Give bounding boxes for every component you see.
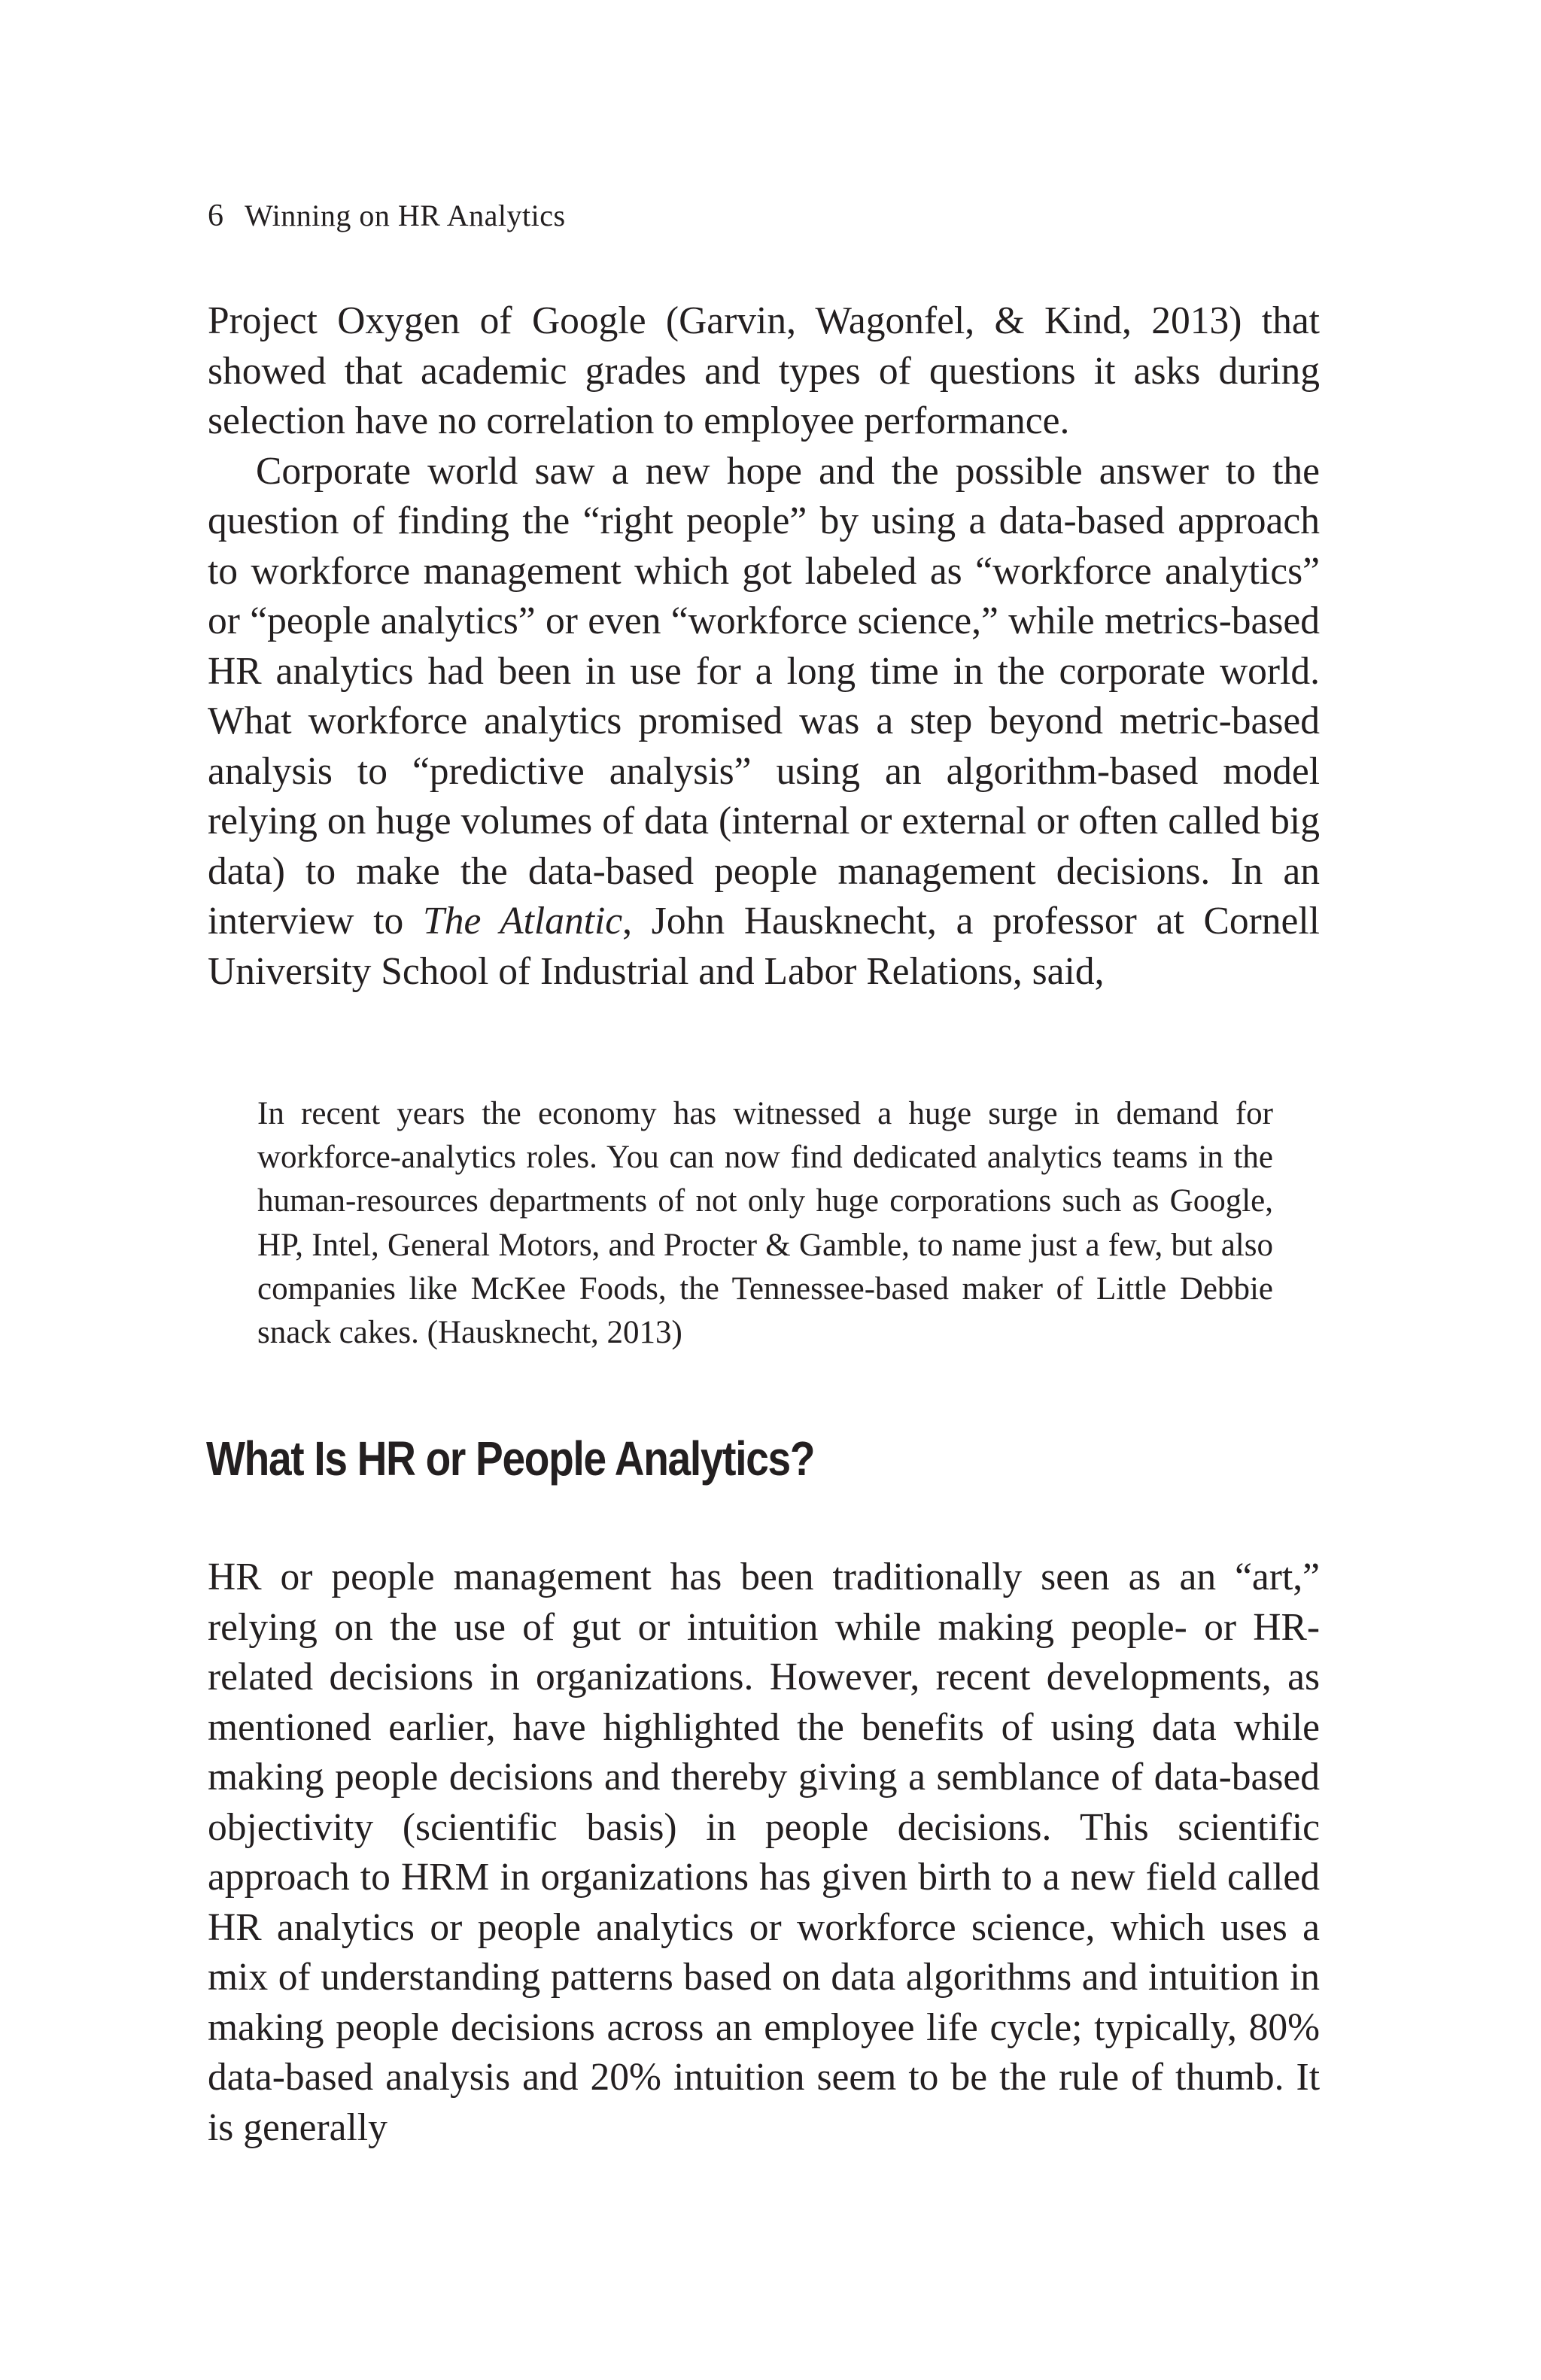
body-text-lower [208,1553,1320,2153]
running-head [208,200,566,232]
paragraph-2 [208,447,1320,997]
publication-title: The Atlantic [423,900,623,943]
section-heading: What Is HR or People Analytics? [206,1431,815,1486]
body-text-upper [208,296,1320,997]
paragraph-3: HR or people management has been traditionally seen as an “art,” relying on the use of gut or intuition while making people- or HR-related decisions in organizations. However, recent developments, as mentioned earlier, have highlighted the benefits of using data while making people decisions and thereby giving a semblance of data-based objectivity (scientific basis) in people decisions. This scientific approach to HRM in organizations has given birth to a new field called HR analytics or people analytics or workforce science, which uses a mix of understanding patterns based on data algorithms and intuition in making people decisions across an employee life cycle; typically, 80% data-based analysis and 20% intuition seem to be the rule of thumb. It is generally [208,1556,1320,2149]
page-number: 6 [208,199,223,233]
paragraph-1: Project Oxygen of Google (Garvin, Wagonfel, & Kind, 2013) that showed that academic grades and types of questions it asks during selection have no correlation to employee performance. [208,299,1320,442]
running-head-title: Winning on HR Analytics [245,199,566,232]
block-quote: In recent years the economy has witnessed a huge surge in demand for workforce-analytics roles. You can now find dedicated analytics teams in the human-resources departments of not only huge corporations such as Google, HP, Intel, General Motors, and Procter & Gamble, to name just a few, but also companies like McKee Foods, the Tennessee-based maker of Little Debbie snack cakes. (Hausknecht, 2013) [257,1096,1273,1351]
paragraph-2-text-end: , John Hausknecht, a professor at Cornell University School of Industrial and Labor Relations, said, [208,900,1320,993]
paragraph-2-text-start: Corporate world saw a new hope and the possible answer to the question of finding the “right people” by using a data-based approach to workforce management which got labeled as “workforce analytics” or “people analytics” or even “workforce science,” while metrics-based HR analytics had been in use for a long time in the corporate world. What workforce analytics promised was a step beyond metric-based analysis to “predictive analysis” using an algorithm-based model relying on huge volumes of data (internal or external or often called big data) to make the data-based people management decisions. In an interview to [208,449,1320,943]
